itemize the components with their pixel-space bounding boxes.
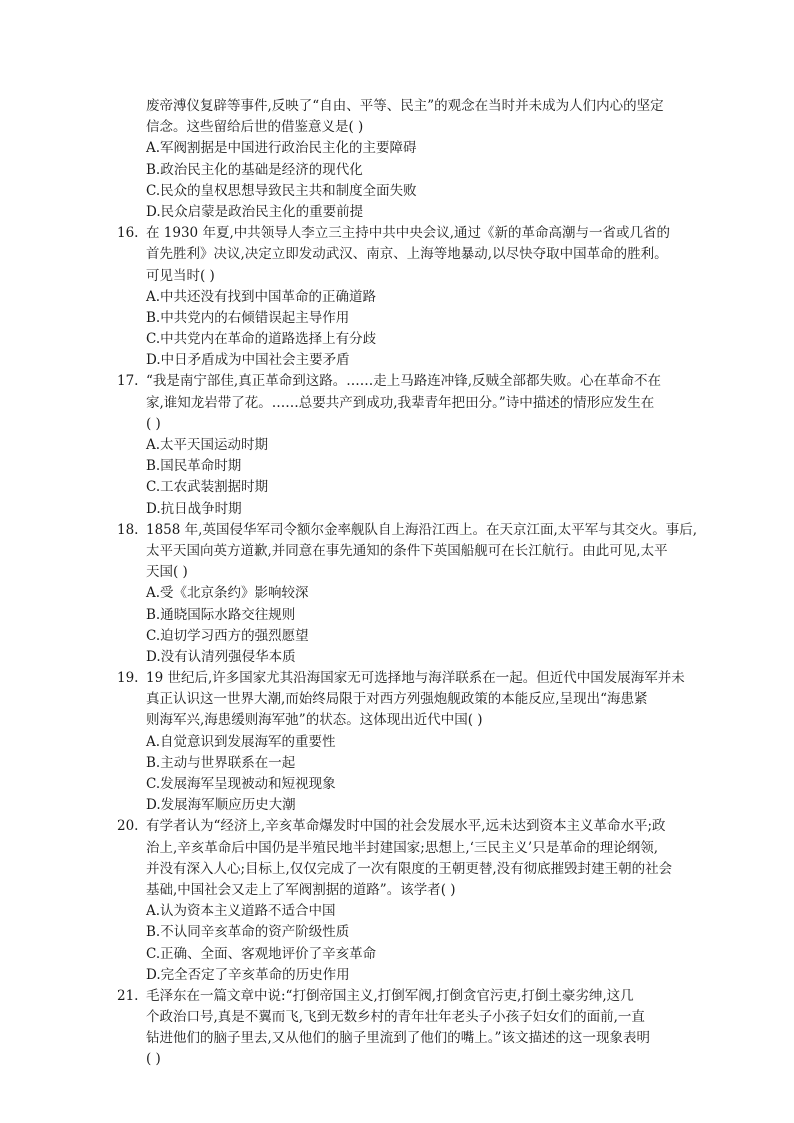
option-a[interactable]: A.认为资本主义道路不适合中国: [146, 903, 336, 920]
option-a[interactable]: A.军阀割据是中国进行政治民主化的主要障碍: [146, 140, 417, 157]
option-b[interactable]: B.中共党内的右倾错误起主导作用: [146, 309, 350, 326]
option-a[interactable]: A.自觉意识到发展海军的重要性: [146, 733, 336, 750]
option-c[interactable]: C.发展海军呈现被动和短视现象: [146, 776, 336, 792]
question-stem-line: [117, 371, 702, 392]
question-stem-line: 信念。这些留给后世的借鉴意义是( ): [146, 119, 364, 136]
option-c[interactable]: C.正确、全面、客观地评价了辛亥革命: [146, 945, 377, 962]
question-stem-text: 有学者认为“经济上,辛亥革命爆发时中国的社会发展水平,远未达到资本主义革命水平;政: [146, 818, 666, 835]
question-stem-line: 家,谁知龙岩带了花。……总要共产到成功,我辈青年把田分。”诗中描述的情形应发生在: [146, 394, 655, 411]
question-21: [117, 986, 702, 1071]
option-b[interactable]: B.国民革命时期: [146, 458, 242, 475]
question-stem-line: 基础,中国社会又走上了军阀割据的道路”。该学者( ): [146, 881, 456, 898]
question-stem-text: 在 1930 年夏,中共领导人李立三主持中共中央会议,通过《新的革命高潮与一省或几省的: [146, 225, 671, 242]
question-stem-line: 天国( ): [146, 564, 188, 581]
option-d[interactable]: D.抗日战争时期: [146, 500, 242, 517]
option-d[interactable]: D.民众启蒙是政治民主化的重要前提: [146, 203, 364, 220]
question-stem-line: [117, 816, 702, 837]
option-a[interactable]: A.受《北京条约》影响较深: [146, 585, 309, 602]
question-stem-line: [117, 986, 702, 1007]
question-stem-line: 可见当时( ): [146, 267, 215, 284]
option-c[interactable]: C.迫切学习西方的强烈愿望: [146, 627, 309, 644]
question-stem-line: 并没有深入人心;目标上,仅仅完成了一次有限度的王朝更替,没有彻底摧毁封建王朝的社会: [146, 860, 673, 877]
option-c[interactable]: C.中共党内在革命的道路选择上有分歧: [146, 331, 377, 348]
question-stem-line: 太平天国向英方道歉,并同意在事先通知的条件下英国船舰可在长江航行。由此可见,太平: [146, 542, 668, 559]
question-stem-line: 首先胜利》决议,决定立即发动武汉、南京、上海等地暴动,以尽快夺取中国革命的胜利。: [146, 246, 668, 263]
question-stem-line: 个政治口号,真是不翼而飞,飞到无数乡村的青年壮年老头子小孩子妇女们的面前,一直: [146, 1009, 645, 1026]
option-a[interactable]: A.中共还没有找到中国革命的正确道路: [146, 288, 377, 305]
question-18: [117, 520, 702, 668]
question-stem-text: 19 世纪后,许多国家尤其沿海国家无可选择地与海洋联系在一起。但近代中国发展海军并未: [146, 670, 685, 687]
question-stem-line: 则海军兴,海患缓则海军弛”的状态。这体现出近代中国( ): [146, 712, 483, 729]
question-stem-line: 治上,辛亥革命后中国仍是半殖民地半封建国家;思想上,‘三民主义’只是革命的理论纲领,: [146, 839, 659, 856]
option-d[interactable]: D.没有认清列强侵华本质: [146, 648, 296, 665]
question-stem-line: [117, 223, 702, 244]
question-number: 16.: [117, 225, 139, 242]
option-c[interactable]: C.民众的皇权思想导致民主共和制度全面失败: [146, 182, 417, 199]
question-stem-line: 废帝溥仪复辟等事件,反映了“自由、平等、民主”的观念在当时并未成为人们内心的坚定: [146, 98, 664, 114]
question-15: [146, 96, 702, 223]
question-stem-line: 真正认识这一世界大潮,而始终局限于对西方列强炮舰政策的本能反应,呈现出“海患紧: [146, 691, 648, 708]
question-stem-line: [117, 520, 702, 541]
question-number: 17.: [117, 373, 139, 390]
question-number: 19.: [117, 670, 139, 687]
option-d[interactable]: D.发展海军顺应历史大潮: [146, 797, 296, 814]
question-number: 20.: [117, 818, 139, 835]
option-a[interactable]: A.太平天国运动时期: [146, 437, 269, 453]
question-stem-text: 1858 年,英国侵华军司令额尔金率舰队自上海沿江西上。在天京江面,太平军与其交火。事后,: [146, 521, 698, 538]
exam-page: [117, 96, 702, 1071]
question-stem-line: ( ): [146, 415, 161, 432]
option-b[interactable]: B.不认同辛亥革命的资产阶级性质: [146, 924, 350, 941]
question-stem-line: 钻进他们的脑子里去,又从他们的脑子里流到了他们的嘴上。”该文描述的这一现象表明: [146, 1030, 650, 1047]
question-stem-text: 毛泽东在一篇文章中说:“打倒帝国主义,打倒军阀,打倒贪官污吏,打倒土豪劣绅,这几: [146, 987, 634, 1004]
question-20: [117, 816, 702, 986]
question-stem-text: “我是南宁部佳,真正革命到这路。……走上马路连冲锋,反贼全部都失败。心在革命不在: [146, 373, 661, 390]
option-c[interactable]: C.工农武装割据时期: [146, 479, 269, 496]
question-stem-line: ( ): [146, 1051, 161, 1068]
question-number: 21.: [117, 987, 139, 1004]
option-b[interactable]: B.主动与世界联系在一起: [146, 754, 296, 771]
question-stem-line: [117, 668, 702, 689]
question-16: [117, 223, 702, 371]
question-19: [117, 668, 702, 816]
option-d[interactable]: D.中日矛盾成为中国社会主要矛盾: [146, 352, 350, 369]
option-b[interactable]: B.通晓国际水路交往规则: [146, 606, 296, 623]
option-d[interactable]: D.完全否定了辛亥革命的历史作用: [146, 966, 350, 983]
question-number: 18.: [117, 521, 139, 538]
option-b[interactable]: B.政治民主化的基础是经济的现代化: [146, 161, 363, 178]
question-17: [117, 371, 702, 519]
